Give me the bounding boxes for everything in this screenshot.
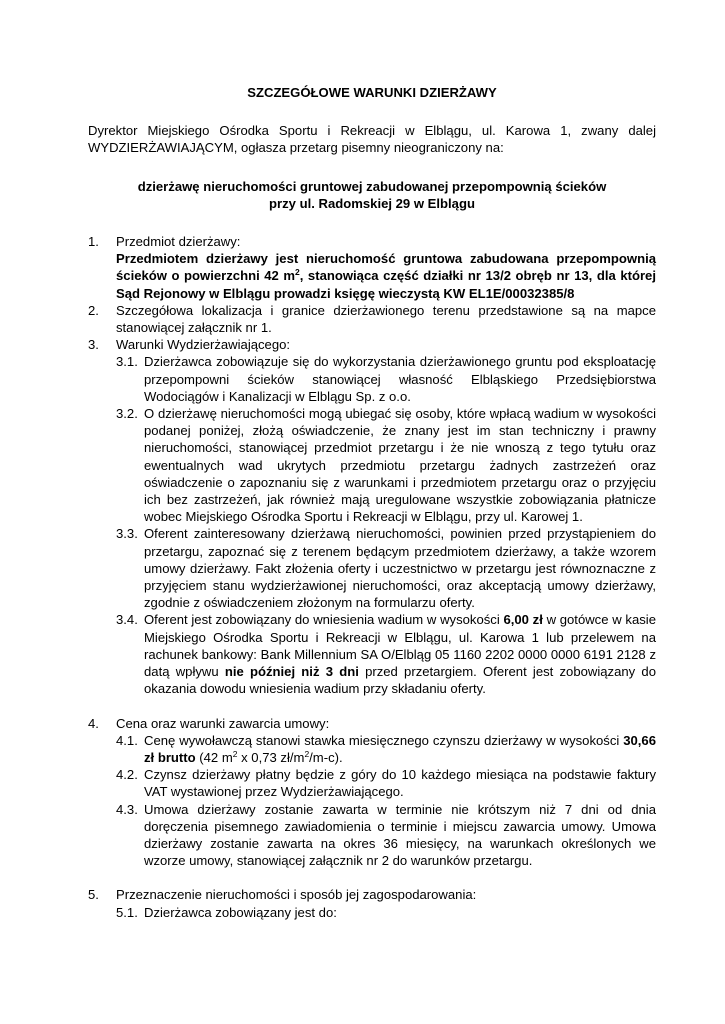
subsection-text: Oferent zainteresowany dzierżawą nieruchomości, powinien przed przystąpieniem do przetargu, zapoznać się z terenem będącym przedmiotem dzierżawy, a także wzorem umowy dzierżawy. Fakt złożenia oferty i uczestnictwo w przetargu jest równoznaczne z przyjęciem stanu wydzierżawionej nieruchomości, oraz akceptacją umowy dzierżawy, zgodnie z oświadczeniem złożonym na formularzu oferty. bbox=[144, 526, 656, 611]
subsection-text: Dzierżawca zobowiązany jest do: bbox=[144, 904, 337, 920]
section-label: Przedmiot dzierżawy: bbox=[116, 234, 241, 250]
deposit-amount: 6,00 zł bbox=[503, 612, 543, 628]
section-label: Cena oraz warunki zawarcia umowy: bbox=[116, 715, 330, 731]
section-number: 1. bbox=[88, 234, 99, 250]
tender-subject-line-2: przy ul. Radomskiej 29 w Elblągu bbox=[269, 195, 475, 211]
subsection-text: Dzierżawca zobowiązuje się do wykorzystania dzierżawionego gruntu pod eksploatację przepompowni ścieków stanowiącej własność Elbląskiego Przedsiębiorstwa Wodociągów i Kanalizacji w Elblągu Sp. z o.o. bbox=[144, 354, 656, 404]
section-number: 5. bbox=[88, 887, 99, 903]
section-label: Przeznaczenie nieruchomości i sposób jej zagospodarowania: bbox=[116, 887, 477, 903]
section-number: 2. bbox=[88, 302, 99, 318]
section-4 bbox=[88, 715, 656, 732]
subsection-text bbox=[144, 611, 656, 697]
subsection-number: 3.3. bbox=[116, 526, 138, 542]
superscript: 2 bbox=[295, 267, 300, 278]
subsection-text: Umowa dzierżawy zostanie zawarta w terminie nie krótszym niż 7 dni od dnia doręczenia pisemnego zawiadomienia o terminie i miejscu zawarcia umowy. Umowa dzierżawy zostanie zawarta na okres 36 miesięcy, na warunkach określonych we wzorze umowy, stanowiącej załącznik nr 2 do warunków przetargu. bbox=[144, 801, 656, 869]
text-run: przed przetargiem. Oferent jest zobowiązany do okazania dowodu wniesienia wadium przy składaniu oferty. bbox=[144, 664, 656, 697]
subsection-text: Czynsz dzierżawy płatny będzie z góry do 10 każdego miesiąca na podstawie faktury VAT wystawionej przez Wydzierżawiającego. bbox=[144, 767, 656, 800]
bold-text: , stanowiąca część działki nr 13/2 obręb nr 13, dla której Sąd Rejonowy w Elblągu prowadzi księgę wieczystą KW EL1E/00032385/8 bbox=[116, 268, 656, 301]
section-number: 3. bbox=[88, 337, 99, 353]
section-5 bbox=[88, 886, 656, 903]
text-run: /m-c). bbox=[309, 749, 343, 765]
superscript: 2 bbox=[304, 748, 310, 759]
tender-subject bbox=[88, 178, 656, 212]
document-content bbox=[88, 84, 656, 921]
subsection-3-3 bbox=[88, 525, 656, 611]
subsection-number: 4.3. bbox=[116, 801, 138, 817]
tender-subject-line-1: dzierżawę nieruchomości gruntowej zabudowanej przepompownią ścieków bbox=[137, 178, 607, 194]
lease-subject-description bbox=[116, 250, 656, 302]
spacer bbox=[88, 698, 656, 715]
subsection-text bbox=[144, 732, 656, 766]
subsection-text: O dzierżawę nieruchomości mogą ubiegać się osoby, które wpłacą wadium w wysokości podanej poniżej, złożą oświadczenie, że znany jest im stan techniczny i prawny nieruchomości, stanowiącej przedmiot przetargu i że nie wnoszą z tego tytułu oraz ewentualnych wad ukrytych przedmiotu przetargu żadnych zastrzeżeń oraz oświadczenie o zapoznaniu się z warunkami i przedmiotem przetargu oraz o przyjęciu ich bez zastrzeżeń, jak również mają uregulowane wszystkie zobowiązania płatnicze wobec Miejskiego Ośrodka Sportu i Rekreacji w Elblągu, przy ul. Karowej 1. bbox=[144, 406, 656, 525]
bold-text: Przedmiotem dzierżawy jest nieruchomość gruntowa zabudowana przepompownią ścieków o powierzchni 42 m bbox=[116, 251, 656, 284]
section-text: Szczegółowa lokalizacja i granice dzierżawionego terenu przedstawione są na mapce stanowiącej załącznik nr 1. bbox=[116, 302, 656, 336]
subsection-3-4 bbox=[88, 611, 656, 697]
text-run: x 0,73 zł/m bbox=[237, 749, 305, 765]
starting-price: 30,66 zł brutto bbox=[144, 732, 656, 765]
subsection-4-1 bbox=[88, 732, 656, 766]
section-2 bbox=[88, 302, 656, 336]
subsection-5-1 bbox=[88, 904, 656, 921]
section-3 bbox=[88, 336, 656, 353]
section-number: 4. bbox=[88, 715, 99, 731]
subsection-number: 3.4. bbox=[116, 612, 138, 628]
subsection-number: 3.1. bbox=[116, 354, 138, 370]
intro-paragraph: Dyrektor Miejskiego Ośrodka Sportu i Rekreacji w Elblągu, ul. Karowa 1, zwany dalej WYDZIERŻAWIAJĄCYM, ogłasza przetarg pisemny nieograniczony na: bbox=[88, 123, 656, 156]
text-run: (42 m bbox=[195, 749, 233, 765]
subsection-number: 3.2. bbox=[116, 406, 138, 422]
subsection-3-2 bbox=[88, 405, 656, 525]
superscript: 2 bbox=[232, 748, 238, 759]
subsection-number: 4.1. bbox=[116, 732, 138, 748]
section-label: Warunki Wydzierżawiającego: bbox=[116, 337, 291, 353]
spacer bbox=[88, 869, 656, 886]
subsection-number: 5.1. bbox=[116, 904, 138, 920]
subsection-4-2 bbox=[88, 766, 656, 800]
text-run: Oferent jest zobowiązany do wniesienia wadium w wysokości bbox=[144, 612, 504, 628]
subsection-number: 4.2. bbox=[116, 767, 138, 783]
text-run: Cenę wywoławczą stanowi stawka miesięcznego czynszu dzierżawy w wysokości bbox=[144, 732, 624, 748]
document-title: SZCZEGÓŁOWE WARUNKI DZIERŻAWY bbox=[247, 85, 497, 100]
deposit-deadline: nie później niż 3 dni bbox=[224, 664, 359, 680]
text-run: w gotówce w kasie Miejskiego Ośrodka Sportu i Rekreacji w Elblągu, ul. Karowa 1 lub przelewem na rachunek bankowy: Bank Millennium SA O/Elbląg 05 1160 2202 0000 0000 6191 2128 z datą wpływu bbox=[144, 612, 656, 680]
subsection-3-1 bbox=[88, 353, 656, 405]
subsection-4-3 bbox=[88, 801, 656, 870]
section-1 bbox=[88, 233, 656, 302]
